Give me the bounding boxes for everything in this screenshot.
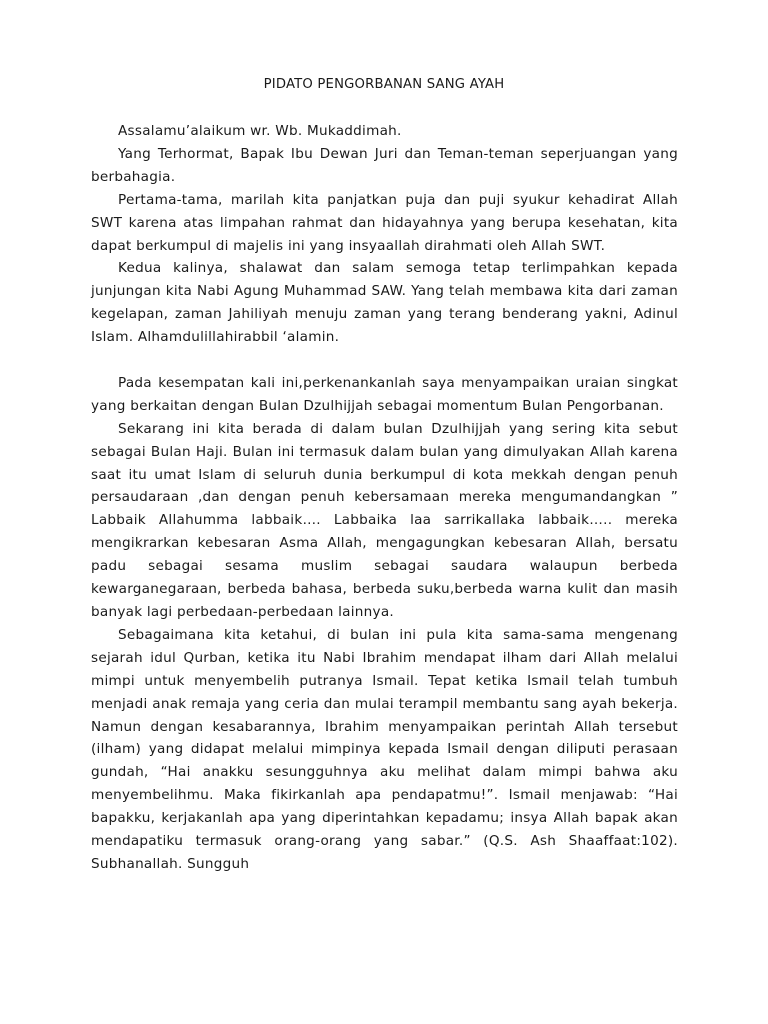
paragraph-greeting: Yang Terhormat, Bapak Ibu Dewan Juri dan Teman-teman seperjuangan yang berbahagia.	[91, 145, 678, 185]
paragraph-gratitude: Pertama-tama, marilah kita panjatkan puja dan puji syukur kehadirat Allah SWT karena atas limpahan rahmat dan hidayahnya yang berupa kesehatan, kita dapat berkumpul di majelis ini yang insyaallah dirahmati oleh Allah SWT.	[91, 191, 678, 254]
document-title: PIDATO PENGORBANAN SANG AYAH	[263, 77, 505, 92]
paragraph-topic: Pada kesempatan kali ini,perkenankanlah saya menyampaikan uraian singkat yang berkaitan dengan Bulan Dzulhijjah sebagai momentum Bulan Pengorbanan.	[91, 374, 678, 414]
paragraph-dzulhijjah: Sekarang ini kita berada di dalam bulan Dzulhijjah yang sering kita sebut sebagai Bulan Haji. Bulan ini termasuk dalam bulan yang dimulyakan Allah karena saat itu umat Islam di seluruh dunia berkumpul di kota mekkah dengan penuh persaudaraan ,dan dengan penuh kebersamaan mereka mengumandangkan ” Labbaik Allahumma labbaik…. Labbaika laa sarrikallaka labbaik….. mereka mengikrarkan kebesaran Asma Allah, mengagungkan kebesaran Allah, bersatu padu sebagai sesama muslim sebagai saudara walaupun berbeda kewarganegaraan, berbeda bahasa, berbeda suku,berbeda warna kulit dan masih banyak lagi perbedaan-perbedaan lainnya.	[91, 420, 678, 621]
paragraph-qurban-history: Sebagaimana kita ketahui, di bulan ini pula kita sama-sama mengenang sejarah idul Qurban, ketika itu Nabi Ibrahim mendapat ilham dari Allah melalui mimpi untuk menyembelih putranya Ismail. Tepat ketika Ismail telah tumbuh menjadi anak remaja yang ceria dan mulai terampil membantu sang ayah bekerja. Namun dengan kesabarannya, Ibrahim menyampaikan perintah Allah tersebut (ilham) yang didapat melalui mimpinya kepada Ismail dengan diliputi perasaan gundah, “Hai anakku sesungguhnya aku melihat dalam mimpi bahwa aku menyembelihmu. Maka fikirkanlah apa pendapatmu!”. Ismail menjawab: “Hai bapakku, kerjakanlah apa yang diperintahkan kepadamu; insya Allah bapak akan mendapatiku termasuk orang-orang yang sabar.” (Q.S. Ash Shaaffaat:102). Subhanallah. Sungguh	[91, 626, 678, 872]
paragraph-shalawat: Kedua kalinya, shalawat dan salam semoga tetap terlimpahkan kepada junjungan kita Nabi Agung Muhammad SAW. Yang telah membawa kita dari zaman kegelapan, zaman Jahiliyah menuju zaman yang terang benderang yakni, Adinul Islam. Alhamdulillahirabbil ‘alamin.	[91, 260, 678, 346]
document-body	[91, 120, 678, 876]
paragraph-salam: Assalamu’alaikum wr. Wb. Mukaddimah.	[118, 123, 402, 139]
